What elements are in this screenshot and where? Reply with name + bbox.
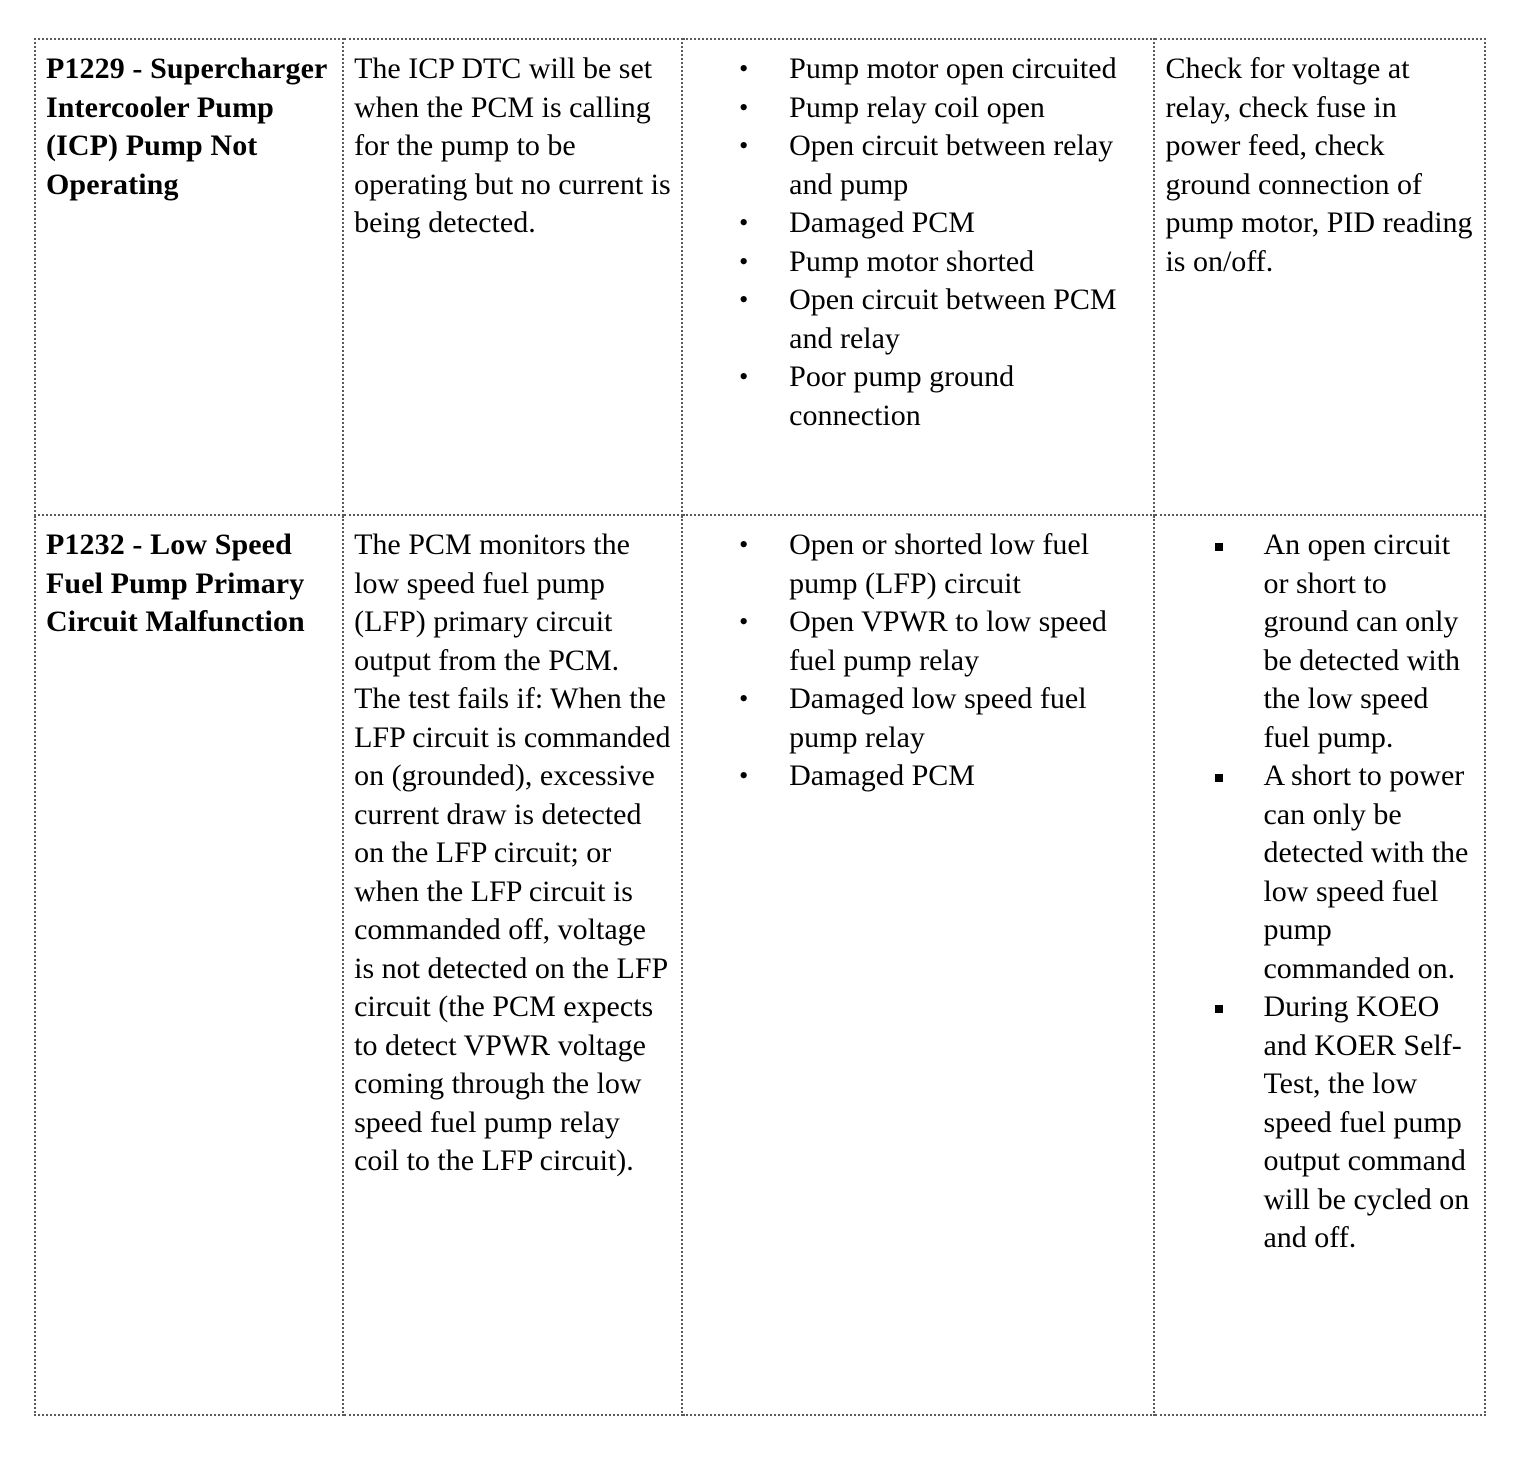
action-cell bbox=[1154, 39, 1485, 515]
cause-item: • Open circuit between relay and pump bbox=[789, 127, 1143, 204]
diagnostic-action: Check for voltage at relay, check fuse in power feed, check ground connection of pump motor, PID reading is on/off. bbox=[1165, 52, 1473, 278]
dtc-code-cell bbox=[35, 39, 343, 515]
causes-cell bbox=[682, 515, 1154, 1415]
action-item: An open circuit or short to ground can only be detected with the low speed fuel pump. bbox=[1263, 526, 1474, 757]
actions-list bbox=[1165, 526, 1474, 1258]
dtc-code-cell bbox=[35, 515, 343, 1415]
causes-cell bbox=[682, 39, 1154, 515]
table-row bbox=[35, 515, 1485, 1415]
cause-item: • Poor pump ground connection bbox=[789, 358, 1143, 435]
dtc-code: P1232 - Low Speed Fuel Pump Primary Circuit Malfunction bbox=[46, 528, 305, 638]
cause-item: • Open VPWR to low speed fuel pump relay bbox=[789, 603, 1143, 680]
dtc-code: P1229 - Supercharger Intercooler Pump (ICP) Pump Not Operating bbox=[46, 52, 327, 201]
cause-item: • Pump relay coil open bbox=[789, 89, 1143, 128]
cause-item: • Damaged PCM bbox=[789, 757, 1143, 796]
cause-item: • Damaged PCM bbox=[789, 204, 1143, 243]
cause-item: • Damaged low speed fuel pump relay bbox=[789, 680, 1143, 757]
action-cell bbox=[1154, 515, 1485, 1415]
dtc-table bbox=[34, 38, 1486, 1416]
action-item: During KOEO and KOER Self-Test, the low speed fuel pump output command will be cycled on and off. bbox=[1263, 988, 1474, 1258]
dtc-description: The PCM monitors the low speed fuel pump (LFP) primary circuit output from the PCM. The test fails if: When the LFP circuit is commanded on (grounded), excessive current draw is detected on the LFP circuit; or when the LFP circuit is commanded off, voltage is not detected on the LFP circuit (the PCM expects to detect VPWR voltage coming through the low speed fuel pump relay coil to the LFP circuit). bbox=[354, 528, 671, 1177]
cause-item: • Pump motor shorted bbox=[789, 243, 1143, 282]
cause-item: • Open circuit between PCM and relay bbox=[789, 281, 1143, 358]
table-row bbox=[35, 39, 1485, 515]
causes-list bbox=[693, 50, 1143, 435]
cause-item: • Pump motor open circuited bbox=[789, 50, 1143, 89]
cause-item: • Open or shorted low fuel pump (LFP) circuit bbox=[789, 526, 1143, 603]
dtc-description: The ICP DTC will be set when the PCM is calling for the pump to be operating but no current is being detected. bbox=[354, 52, 671, 239]
causes-list bbox=[693, 526, 1143, 796]
description-cell bbox=[343, 515, 682, 1415]
description-cell bbox=[343, 39, 682, 515]
action-item: A short to power can only be detected with the low speed fuel pump commanded on. bbox=[1263, 757, 1474, 988]
